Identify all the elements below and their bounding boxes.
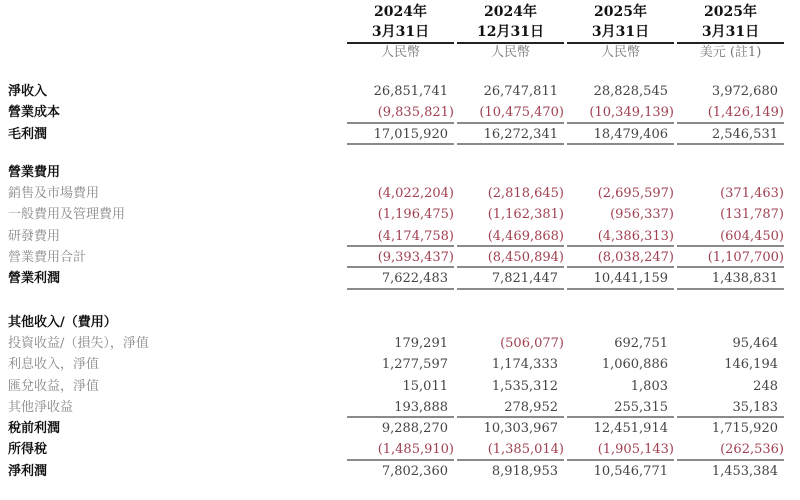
value-cell: (1,385,014) (457, 439, 564, 460)
value-cell: 692,751 (614, 335, 668, 351)
value-cell: (1,196,475) (377, 207, 454, 223)
value-cell: 1,715,920 (711, 421, 778, 437)
column-currency: 人民幣 (600, 45, 640, 60)
row-label: 匯兌收益，淨值 (8, 378, 100, 394)
value-cell: (9,393,437) (347, 247, 454, 268)
table-row (0, 461, 800, 482)
income-statement-table (0, 81, 800, 482)
value-cell: 7,821,447 (457, 268, 564, 289)
column-date: 3月31日 (567, 22, 674, 44)
row-label: 投資收益/（損失），淨值 (8, 335, 149, 351)
row-label: 稅前利潤 (8, 421, 61, 437)
value-cell: 26,851,741 (373, 84, 448, 99)
value-cell: 2,546,531 (677, 124, 784, 145)
column-headers (347, 0, 787, 62)
value-cell: (131,787) (720, 207, 784, 223)
table-row (0, 376, 800, 397)
value-cell: (10,475,470) (457, 102, 564, 123)
value-cell: 17,015,920 (347, 124, 454, 145)
table-row (0, 354, 800, 375)
value-cell: (2,695,597) (597, 186, 674, 202)
value-cell: 28,828,545 (593, 84, 668, 99)
value-cell: (262,536) (677, 439, 784, 460)
row-label: 營業費用合計 (8, 250, 87, 266)
value-cell (677, 312, 784, 333)
table-row (0, 247, 800, 268)
value-cell: 193,888 (347, 397, 454, 418)
value-cell: 12,451,914 (593, 421, 668, 437)
table-row (0, 162, 800, 183)
value-cell: 10,441,159 (567, 268, 674, 289)
row-label: 一般費用及管理費用 (8, 207, 126, 223)
value-cell: 26,747,811 (483, 84, 558, 99)
table-row (0, 81, 800, 102)
column-date: 12月31日 (457, 22, 564, 44)
column-year: 2024年 (374, 4, 427, 20)
row-label: 所得稅 (8, 442, 48, 458)
column-date: 3月31日 (347, 22, 454, 44)
value-cell: 1,803 (630, 378, 668, 394)
table-row (0, 439, 800, 460)
table-row (0, 226, 800, 247)
value-cell: 3,972,680 (711, 84, 778, 99)
column-header (677, 0, 784, 62)
row-label: 淨利潤 (8, 463, 48, 479)
value-cell: (4,022,204) (377, 186, 454, 202)
value-cell: (1,485,910) (347, 439, 454, 460)
value-cell: (371,463) (720, 186, 784, 202)
column-year: 2025年 (704, 4, 757, 20)
value-cell: 1,535,312 (491, 378, 558, 394)
column-header (567, 0, 674, 62)
row-label: 淨收入 (8, 84, 48, 99)
row-label: 銷售及市場費用 (8, 186, 100, 202)
row-label: 其他淨收益 (8, 399, 74, 415)
column-currency: 人民幣 (380, 45, 420, 60)
table-row (0, 397, 800, 418)
value-cell (457, 312, 564, 333)
column-header (457, 0, 564, 62)
value-cell: (4,386,313) (567, 226, 674, 247)
value-cell: (956,337) (610, 207, 674, 223)
column-year: 2024年 (484, 4, 537, 20)
table-row (0, 333, 800, 354)
row-label: 毛利潤 (8, 126, 48, 142)
table-row (0, 102, 800, 123)
value-cell: (604,450) (677, 226, 784, 247)
value-cell: (4,174,758) (347, 226, 454, 247)
value-cell (677, 162, 784, 183)
table-row (0, 204, 800, 225)
table-row (0, 268, 800, 289)
value-cell: 9,288,270 (381, 421, 448, 437)
value-cell: 248 (753, 378, 778, 394)
value-cell: (4,469,868) (457, 226, 564, 247)
value-cell: 95,464 (732, 335, 778, 351)
value-cell: 10,546,771 (593, 463, 668, 479)
value-cell (347, 312, 454, 333)
table-row (0, 183, 800, 204)
value-cell: (506,077) (500, 335, 564, 351)
value-cell: (1,162,381) (487, 207, 564, 223)
table-row (0, 124, 800, 145)
value-cell: 15,011 (402, 378, 448, 394)
value-cell: (1,426,149) (677, 102, 784, 123)
column-currency: 人民幣 (490, 45, 530, 60)
value-cell: 35,183 (677, 397, 784, 418)
value-cell: 10,303,967 (483, 421, 558, 437)
value-cell: 7,802,360 (381, 463, 448, 479)
value-cell: 1,174,333 (491, 357, 558, 373)
value-cell: 1,060,886 (601, 357, 668, 373)
value-cell (567, 162, 674, 183)
value-cell (347, 162, 454, 183)
row-label: 利息收入，淨值 (8, 357, 100, 373)
table-row (0, 418, 800, 439)
column-year: 2025年 (594, 4, 647, 20)
value-cell: 8,918,953 (491, 463, 558, 479)
value-cell: (2,818,645) (487, 186, 564, 202)
column-date: 3月31日 (677, 22, 784, 44)
value-cell: (8,038,247) (567, 247, 674, 268)
row-label: 營業費用 (8, 164, 61, 180)
value-cell: 146,194 (724, 357, 778, 373)
value-cell: 278,952 (457, 397, 564, 418)
value-cell: 16,272,341 (457, 124, 564, 145)
column-currency: 美元 (註1) (699, 45, 762, 60)
value-cell: (10,349,139) (567, 102, 674, 123)
value-cell (457, 162, 564, 183)
row-label: 營業成本 (8, 105, 61, 121)
row-label: 營業利潤 (8, 271, 61, 287)
table-row (0, 312, 800, 333)
value-cell: 18,479,406 (567, 124, 674, 145)
value-cell: (9,835,821) (347, 102, 454, 123)
column-header (347, 0, 454, 62)
value-cell: (8,450,894) (457, 247, 564, 268)
row-label: 研發費用 (8, 228, 61, 244)
value-cell: 255,315 (567, 397, 674, 418)
value-cell: 1,453,384 (711, 463, 778, 479)
value-cell (567, 312, 674, 333)
value-cell: (1,107,700) (677, 247, 784, 268)
value-cell: 7,622,483 (347, 268, 454, 289)
value-cell: (1,905,143) (567, 439, 674, 460)
value-cell: 179,291 (394, 335, 448, 351)
value-cell: 1,277,597 (381, 357, 448, 373)
value-cell: 1,438,831 (677, 268, 784, 289)
row-label: 其他收入/（費用） (8, 314, 117, 330)
